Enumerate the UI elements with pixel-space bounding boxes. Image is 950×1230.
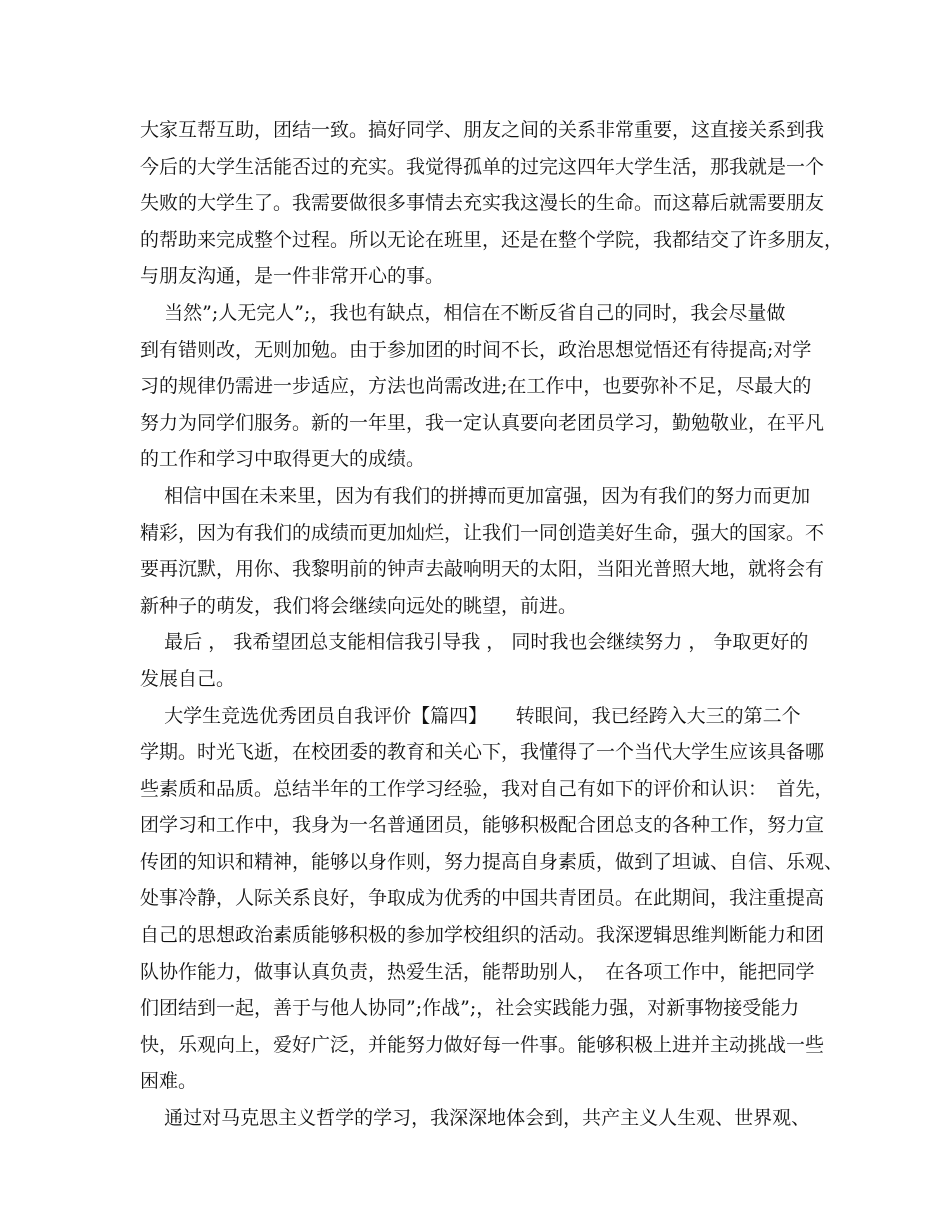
text-line: 大学生竞选优秀团员自我评价【篇四】 转眼间，我已经跨入大三的第二个 (140, 704, 801, 727)
text-line: 要再沉默，用你、我黎明前的钟声去敲响明天的太阳，当阳光普照大地，就将会有 (140, 558, 825, 581)
text-line: 发展自己。 (140, 667, 236, 690)
text-line: 处事冷静，人际关系良好，争取成为优秀的中国共青团员。在此期间，我注重提高 (140, 887, 825, 910)
text-line: 队协作能力，做事认真负责，热爱生活，能帮助别人， 在各项工作中，能把同学 (140, 960, 815, 983)
text-line: 当然”;人无完人”;，我也有缺点，相信在不断反省自己的同时，我会尽量做 (140, 301, 786, 324)
text-line: 学期。时光飞逝，在校团委的教育和关心下，我懂得了一个当代大学生应该具备哪 (140, 741, 825, 764)
text-line: 努力为同学们服务。新的一年里，我一定认真要向老团员学习，勤勉敬业，在平凡 (140, 411, 825, 434)
text-line: 自己的思想政治素质能够积极的参加学校组织的活动。我深逻辑思维判断能力和团 (140, 924, 825, 947)
document-body (140, 112, 844, 1137)
text-line: 今后的大学生活能否过的充实。我觉得孤单的过完这四年大学生活，那我就是一个 (140, 155, 825, 178)
text-line: 失败的大学生了。我需要做很多事情去充实我这漫长的生命。而这幕后就需要朋友 (140, 192, 825, 215)
text-line: 习的规律仍需进一步适应，方法也尚需改进;在工作中，也要弥补不足，尽最大的 (140, 375, 812, 398)
text-line: 精彩，因为有我们的成绩而更加灿烂，让我们一同创造美好生命，强大的国家。不 (140, 521, 825, 544)
text-line: 新种子的萌发，我们将会继续向远处的眺望，前进。 (140, 594, 578, 617)
text-line: 到有错则改，无则加勉。由于参加团的时间不长，政治思想觉悟还有待提高;对学 (140, 338, 812, 361)
text-line: 困难。 (140, 1070, 198, 1093)
text-line: 快，乐观向上，爱好广泛，并能努力做好每一件事。能够积极上进并主动挑战一些 (140, 1033, 825, 1056)
text-line: 些素质和品质。总结半年的工作学习经验，我对自己有如下的评价和认识： 首先， (140, 777, 834, 800)
text-line: 团学习和工作中，我身为一名普通团员，能够积极配合团总支的各种工作，努力宣 (140, 814, 825, 837)
text-line: 的帮助来完成整个过程。所以无论在班里，还是在整个学院，我都结交了许多朋友， (140, 228, 844, 251)
text-line: 们团结到一起，善于与他人协同”;作战”;，社会实践能力强，对新事物接受能力 (140, 997, 800, 1020)
text-line: 大家互帮互助，团结一致。搞好同学、朋友之间的关系非常重要，这直接关系到我 (140, 119, 825, 141)
text-line: 相信中国在未来里，因为有我们的拼搏而更加富强，因为有我们的努力而更加 (140, 484, 811, 507)
text-line: 通过对马克思主义哲学的学习，我深深地体会到，共产主义人生观、世界观、 (140, 1107, 811, 1130)
text-line: 的工作和学习中取得更大的成绩。 (140, 448, 426, 471)
text-line: 最后 ， 我希望团总支能相信我引导我 ， 同时我也会继续努力 ， 争取更好的 (140, 631, 809, 654)
text-line: 与朋友沟通，是一件非常开心的事。 (140, 265, 445, 288)
text-line: 传团的知识和精神，能够以身作则，努力提高自身素质，做到了坦诚、自信、乐观、 (140, 850, 844, 873)
